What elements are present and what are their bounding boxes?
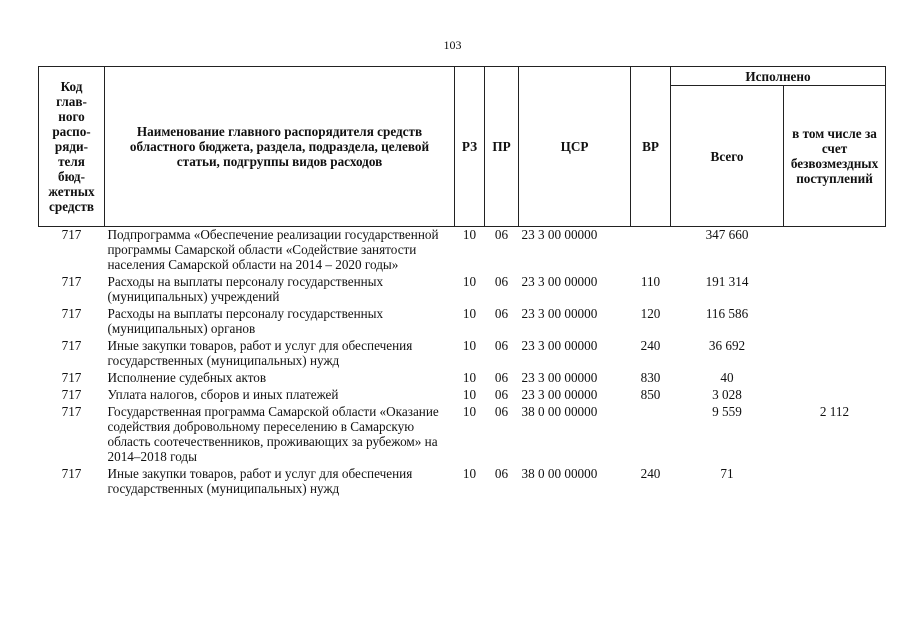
row-name: Государственная программа Самарской области «Оказание содействия добровольному переселению в Самарскую область соотечественников, проживающих за рубежом» на 2014–2018 годы — [107, 404, 439, 464]
row-csr: 23 3 00 00000 — [521, 370, 598, 385]
row-csr: 23 3 00 00000 — [521, 306, 598, 321]
header-code-line: жетных — [48, 184, 95, 199]
table-row — [39, 403, 886, 465]
row-rz: 10 — [462, 466, 477, 481]
header-code-line: средств — [49, 199, 94, 214]
header-code-line: глав- — [56, 94, 87, 109]
row-name: Иные закупки товаров, работ и услуг для обеспечения государственных (муниципальных) нужд — [107, 466, 413, 496]
row-total: 71 — [720, 466, 734, 481]
row-csr: 23 3 00 00000 — [521, 387, 598, 402]
row-vr: 240 — [640, 338, 661, 353]
row-name: Расходы на выплаты персоналу государственных (муниципальных) учреждений — [107, 274, 384, 304]
row-code: 717 — [61, 404, 82, 419]
header-free: в том числе за счет безвозмездных поступлений — [784, 86, 886, 227]
row-free — [784, 305, 886, 337]
header-csr: ЦСР — [519, 67, 631, 227]
row-total: 191 314 — [705, 274, 749, 289]
header-code-line: ряди- — [54, 139, 89, 154]
row-free — [784, 227, 886, 274]
row-rz: 10 — [462, 306, 477, 321]
table-row — [39, 227, 886, 274]
header-executed: Исполнено — [671, 67, 886, 86]
header-code-line: бюд- — [58, 169, 85, 184]
row-csr: 38 0 00 00000 — [521, 466, 598, 481]
row-code: 717 — [61, 387, 82, 402]
table-row — [39, 273, 886, 305]
header-name: Наименование главного распорядителя средств областного бюджета, раздела, подраздела, целевой статьи, подгруппы видов расходов — [105, 67, 455, 227]
row-pr: 06 — [494, 227, 509, 242]
row-free — [784, 465, 886, 497]
header-code-line: теля — [58, 154, 85, 169]
row-total: 9 559 — [712, 404, 742, 419]
table-row — [39, 337, 886, 369]
table-row — [39, 465, 886, 497]
row-name: Исполнение судебных актов — [107, 370, 267, 385]
row-total: 347 660 — [705, 227, 749, 242]
row-vr: 120 — [640, 306, 661, 321]
row-free — [784, 386, 886, 403]
row-rz: 10 — [462, 227, 477, 242]
header-rz: РЗ — [455, 67, 485, 227]
row-total: 36 692 — [708, 338, 746, 353]
row-pr: 06 — [494, 387, 509, 402]
row-pr: 06 — [494, 404, 509, 419]
table-header — [39, 67, 886, 227]
header-code-line: распо- — [52, 124, 91, 139]
row-name: Иные закупки товаров, работ и услуг для обеспечения государственных (муниципальных) нужд — [107, 338, 413, 368]
row-total: 116 586 — [705, 306, 749, 321]
table-body — [39, 227, 886, 498]
row-vr — [631, 403, 671, 465]
table-row — [39, 305, 886, 337]
row-rz: 10 — [462, 338, 477, 353]
row-csr: 23 3 00 00000 — [521, 338, 598, 353]
row-csr: 23 3 00 00000 — [521, 227, 598, 242]
row-csr: 23 3 00 00000 — [521, 274, 598, 289]
row-rz: 10 — [462, 274, 477, 289]
row-code: 717 — [61, 306, 82, 321]
row-code: 717 — [61, 274, 82, 289]
row-code: 717 — [61, 338, 82, 353]
row-name: Расходы на выплаты персоналу государственных (муниципальных) органов — [107, 306, 384, 336]
row-csr: 38 0 00 00000 — [521, 404, 598, 419]
row-free — [784, 369, 886, 386]
row-pr: 06 — [494, 274, 509, 289]
header-total: Всего — [671, 86, 784, 227]
table-row — [39, 369, 886, 386]
row-vr: 830 — [640, 370, 661, 385]
row-vr — [631, 227, 671, 274]
header-code — [39, 67, 105, 227]
header-vr: ВР — [631, 67, 671, 227]
row-name: Уплата налогов, сборов и иных платежей — [107, 387, 339, 402]
header-code-lines — [41, 79, 102, 214]
row-pr: 06 — [494, 370, 509, 385]
row-vr: 110 — [640, 274, 661, 289]
row-code: 717 — [61, 466, 82, 481]
header-code-line: Код — [60, 79, 83, 94]
header-pr: ПР — [485, 67, 519, 227]
row-free — [784, 273, 886, 305]
row-name: Подпрограмма «Обеспечение реализации государственной программы Самарской области «Содействие занятости населения Самарской области на 2014 – 2020 годы» — [107, 227, 439, 272]
budget-table — [38, 66, 886, 497]
header-code-line: ного — [58, 109, 85, 124]
row-code: 717 — [61, 370, 82, 385]
table-row — [39, 386, 886, 403]
row-free: 2 112 — [819, 404, 850, 419]
page-number: 103 — [443, 38, 462, 52]
row-rz: 10 — [462, 404, 477, 419]
row-pr: 06 — [494, 338, 509, 353]
row-vr: 850 — [640, 387, 661, 402]
row-vr: 240 — [640, 466, 661, 481]
row-pr: 06 — [494, 306, 509, 321]
row-total: 3 028 — [712, 387, 742, 402]
row-rz: 10 — [462, 387, 477, 402]
row-total: 40 — [720, 370, 734, 385]
row-code: 717 — [61, 227, 82, 242]
row-pr: 06 — [494, 466, 509, 481]
row-free — [784, 337, 886, 369]
row-rz: 10 — [462, 370, 477, 385]
